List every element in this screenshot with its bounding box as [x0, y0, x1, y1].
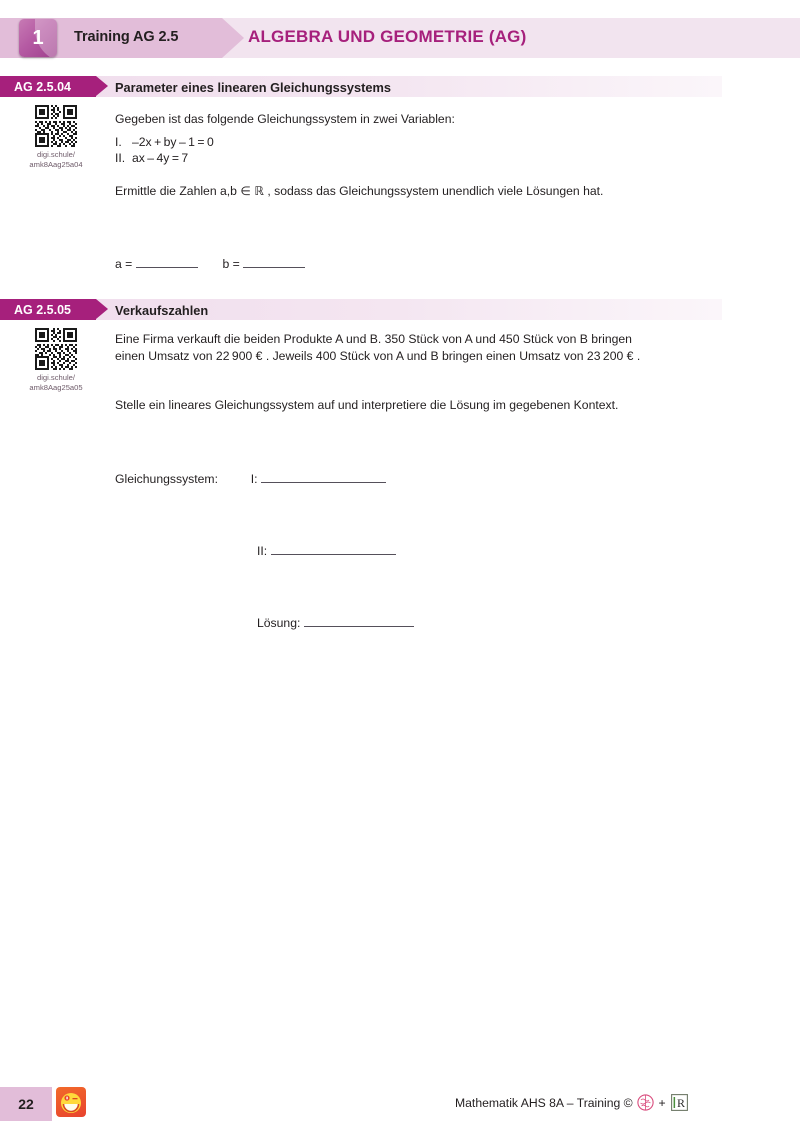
exercise-tag-label-2: AG 2.5.05	[14, 303, 71, 317]
exercise-title-bar	[0, 76, 722, 97]
exercise-2-paragraph-1-line-2: einen Umsatz von 22 900 € . Jeweils 400 Stück von A und B bringen einen Umsatz von 23 200 € .	[115, 349, 641, 363]
brain-logo-icon	[637, 1094, 654, 1114]
qr-code-icon[interactable]	[35, 328, 77, 370]
page-number: 22	[18, 1096, 34, 1112]
lr-logo-icon	[671, 1094, 688, 1114]
answer-blank-loesung[interactable]	[304, 615, 414, 627]
chapter-label: Training AG 2.5	[74, 29, 179, 45]
qr-caption-line1: digi.schule/	[37, 373, 75, 382]
answer-label-II: II:	[257, 544, 268, 558]
exercise-title: Parameter eines linearen Gleichungssystems	[115, 80, 391, 95]
exercise-title-2: Verkaufszahlen	[115, 303, 209, 318]
exercise-1-task: Ermittle die Zahlen a,b ∈ ℝ , sodass das Gleichungssystem unendlich viele Lösungen hat.	[115, 184, 604, 198]
exercise-tag-2	[0, 299, 96, 320]
equation-label-1: I.	[115, 135, 122, 149]
chapter-number: 1	[32, 27, 44, 49]
answer-blank-II[interactable]	[271, 543, 396, 555]
answer-label-I: I:	[250, 472, 258, 486]
qr-caption-2	[8, 373, 104, 393]
answer-blank-a[interactable]	[136, 256, 198, 268]
exercise-1-intro: Gegeben ist das folgende Gleichungssystem in zwei Variablen:	[115, 112, 455, 126]
equation-row-2	[115, 151, 188, 167]
page-footer	[0, 1087, 800, 1127]
smiley-face-icon	[56, 1087, 86, 1117]
chapter-number-badge	[19, 19, 57, 57]
qr-block-1[interactable]	[8, 105, 104, 170]
answer-blank-b[interactable]	[243, 256, 305, 268]
exercise-tag-arrow-2	[96, 299, 108, 319]
qr-caption-line1: digi.schule/	[37, 150, 75, 159]
answer-blank-I[interactable]	[261, 471, 386, 483]
header-chapter-arrow	[222, 18, 244, 58]
equation-label-2: II.	[115, 151, 126, 165]
footer-plus-sign: +	[658, 1096, 666, 1110]
exercise-tag-label: AG 2.5.04	[14, 80, 71, 94]
footer-copyright-text: Mathematik AHS 8A – Training ©	[455, 1096, 633, 1110]
exercise-2-paragraph-2: Stelle ein lineares Gleichungssystem auf und interpretiere die Lösung im gegebenen Kontext.	[115, 398, 619, 412]
answer-row-system-1[interactable]	[115, 471, 386, 486]
answer-row-loesung[interactable]	[257, 615, 414, 630]
qr-caption-line2: amk8Aag25a05	[29, 383, 83, 392]
page-number-block	[0, 1087, 52, 1121]
answer-row-system-2[interactable]	[257, 543, 396, 558]
answer-prompt-gleichungssystem: Gleichungssystem:	[115, 472, 218, 486]
page-title: ALGEBRA UND GEOMETRIE (AG)	[248, 27, 527, 46]
qr-caption-line2: amk8Aag25a04	[29, 160, 83, 169]
answer-label-loesung: Lösung:	[257, 616, 301, 630]
answer-label-b: b =	[222, 257, 240, 271]
exercise-2-paragraph-1-line-1: Eine Firma verkauft die beiden Produkte A und B. 350 Stück von A und 450 Stück von B bringen	[115, 332, 632, 346]
exercise-title-bar-2	[0, 299, 722, 320]
exercise-tag-arrow	[96, 76, 108, 96]
equation-row-1	[115, 135, 214, 151]
qr-code-icon[interactable]	[35, 105, 77, 147]
exercise-tag	[0, 76, 96, 97]
page-header	[0, 18, 800, 58]
smiley-face-glyph	[56, 1087, 86, 1117]
answer-label-a: a =	[115, 257, 133, 271]
qr-caption-1	[8, 150, 104, 170]
equation-text-1: –2x + by – 1 = 0	[132, 135, 214, 149]
footer-text	[455, 1094, 688, 1114]
equation-text-2: ax – 4y = 7	[132, 151, 189, 165]
qr-block-2[interactable]	[8, 328, 104, 393]
svg-text:R: R	[676, 1096, 685, 1110]
exercise-1-answer-row[interactable]	[115, 256, 305, 271]
